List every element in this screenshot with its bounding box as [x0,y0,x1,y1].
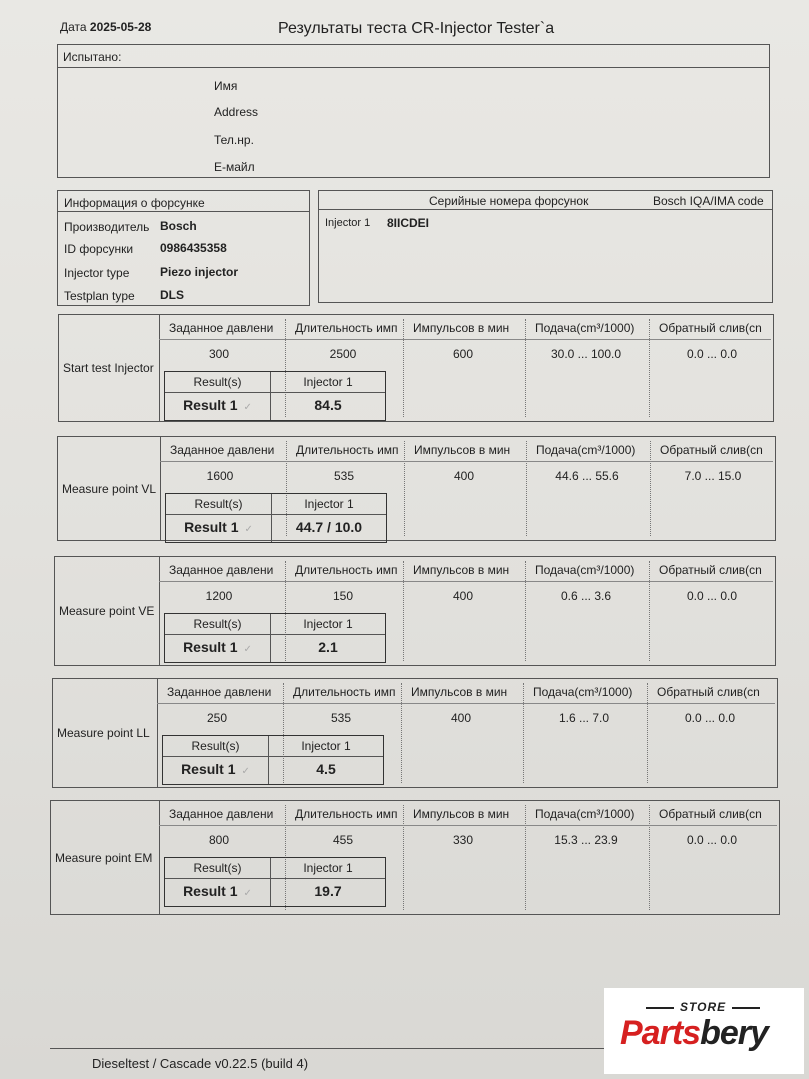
col-value-5: 0.0 ... 0.0 [686,347,738,361]
result-header-label: Result(s) [193,375,242,389]
test-name: Measure point VE [59,604,155,618]
injector-id-value: 0986435358 [160,241,227,255]
result-label: Result 1 ✓ [184,519,253,535]
col-header-3: Импульсов в мин [411,685,508,699]
partsbery-logo [604,988,804,1074]
field-phone: Тел.нр. [214,133,254,147]
col-value-2: 535 [333,469,355,483]
col-header-5: Обратный слив(cn [660,443,763,457]
field-name: Имя [214,79,238,93]
test-name: Start test Injector [63,361,154,375]
field-email: E-майл [214,160,255,174]
col-header-1: Заданное давлени [169,563,274,577]
col-value-5: 0.0 ... 0.0 [684,711,736,725]
col-value-4: 44.6 ... 55.6 [555,469,619,483]
test-section-5 [50,800,780,915]
col-value-2: 150 [332,589,354,603]
col-header-1: Заданное давлени [167,685,272,699]
result-table [164,613,386,663]
result-label: Result 1 ✓ [181,761,250,777]
test-section-2 [57,436,776,541]
page-title: Результаты теста CR-Injector Tester`a [278,20,555,37]
footer-divider [50,1048,610,1049]
col-header-3: Импульсов в мин [414,443,511,457]
logo-brand: Partsbery [620,1014,768,1052]
result-label: Result 1 ✓ [183,883,252,899]
check-icon: ✓ [243,644,252,655]
col-header-1: Заданное давлени [169,807,274,821]
result-value: 19.7 [314,883,342,899]
col-value-4: 30.0 ... 100.0 [550,347,622,361]
result-header-injector: Injector 1 [301,739,351,753]
result-header-label: Result(s) [194,497,243,511]
result-header-label: Result(s) [193,617,242,631]
test-section-1 [58,314,774,422]
testplan-type-value: DLS [160,288,184,302]
result-table [164,857,386,907]
col-header-5: Обратный слив(cn [659,321,762,335]
test-section-3 [54,556,776,666]
col-header-4: Подача(cm³/1000) [535,807,635,821]
injector-type-label: Injector type [64,266,130,280]
col-value-1: 800 [208,833,230,847]
logo-store-text: STORE [680,1000,727,1014]
serial-injector-code: 8IICDEI [387,216,430,230]
check-icon: ✓ [244,524,253,535]
col-header-4: Подача(cm³/1000) [536,443,636,457]
field-address: Address [214,105,259,119]
col-header-5: Обратный слив(cn [659,563,762,577]
tested-title: Испытано: [63,50,122,64]
col-value-2: 535 [330,711,352,725]
col-value-1: 1200 [205,589,233,603]
col-header-3: Импульсов в мин [413,563,510,577]
result-label: Result 1 ✓ [183,397,252,413]
col-value-1: 250 [206,711,228,725]
test-name: Measure point LL [57,726,150,740]
serials-section [318,190,773,303]
col-value-3: 400 [450,711,472,725]
col-header-2: Длительность имп [295,807,398,821]
col-header-4: Подача(cm³/1000) [535,563,635,577]
col-header-2: Длительность имп [293,685,396,699]
result-table [162,735,384,785]
col-header-2: Длительность имп [296,443,399,457]
col-value-3: 600 [452,347,474,361]
col-header-4: Подача(cm³/1000) [533,685,633,699]
result-header-label: Result(s) [193,861,242,875]
result-header-injector: Injector 1 [304,497,354,511]
serials-title: Серийные номера форсунок [429,194,589,208]
result-header-injector: Injector 1 [303,375,353,389]
result-value: 84.5 [314,397,342,413]
col-value-5: 0.0 ... 0.0 [686,589,738,603]
result-table [164,371,386,421]
serial-injector-label: Injector 1 [325,217,371,229]
injector-type-value: Piezo injector [160,265,239,279]
col-value-4: 15.3 ... 23.9 [554,833,618,847]
col-value-5: 7.0 ... 15.0 [684,469,742,483]
col-value-3: 400 [453,469,475,483]
injector-id-label: ID форсунки [64,242,134,256]
report-date: Дата 2025-05-28 [60,20,152,34]
result-label: Result 1 ✓ [183,639,252,655]
manufacturer-value: Bosch [160,219,197,233]
col-header-5: Обратный слив(cn [659,807,762,821]
tested-section [57,44,770,178]
col-header-4: Подача(cm³/1000) [535,321,635,335]
col-header-2: Длительность имп [295,563,398,577]
result-value: 4.5 [316,761,336,777]
col-value-4: 0.6 ... 3.6 [560,589,612,603]
col-value-1: 300 [208,347,230,361]
col-value-4: 1.6 ... 7.0 [558,711,610,725]
footer-version: Dieseltest / Cascade v0.22.5 (build 4) [92,1056,309,1071]
col-header-3: Импульсов в мин [413,807,510,821]
result-header-injector: Injector 1 [303,617,353,631]
testplan-type-label: Testplan type [64,289,135,303]
col-header-3: Импульсов в мин [413,321,510,335]
test-name: Measure point EM [55,851,153,865]
result-value: 44.7 / 10.0 [295,519,363,535]
col-header-5: Обратный слив(cn [657,685,760,699]
col-value-3: 400 [452,589,474,603]
col-value-2: 455 [332,833,354,847]
injector-info-title: Информация о форсунке [64,196,205,210]
check-icon: ✓ [243,888,252,899]
col-value-3: 330 [452,833,474,847]
test-section-4 [52,678,778,788]
result-header-injector: Injector 1 [303,861,353,875]
check-icon: ✓ [243,402,252,413]
col-value-1: 1600 [206,469,234,483]
injector-info-section [57,190,310,306]
iqa-code-title: Bosch IQA/IMA code [653,194,764,208]
check-icon: ✓ [241,766,250,777]
result-value: 2.1 [318,639,338,655]
col-value-2: 2500 [329,347,357,361]
col-header-2: Длительность имп [295,321,398,335]
test-name: Measure point VL [62,482,157,496]
result-table [165,493,387,543]
col-header-1: Заданное давлени [170,443,275,457]
manufacturer-label: Производитель [64,220,150,234]
col-header-1: Заданное давлени [169,321,274,335]
col-value-5: 0.0 ... 0.0 [686,833,738,847]
result-header-label: Result(s) [191,739,240,753]
